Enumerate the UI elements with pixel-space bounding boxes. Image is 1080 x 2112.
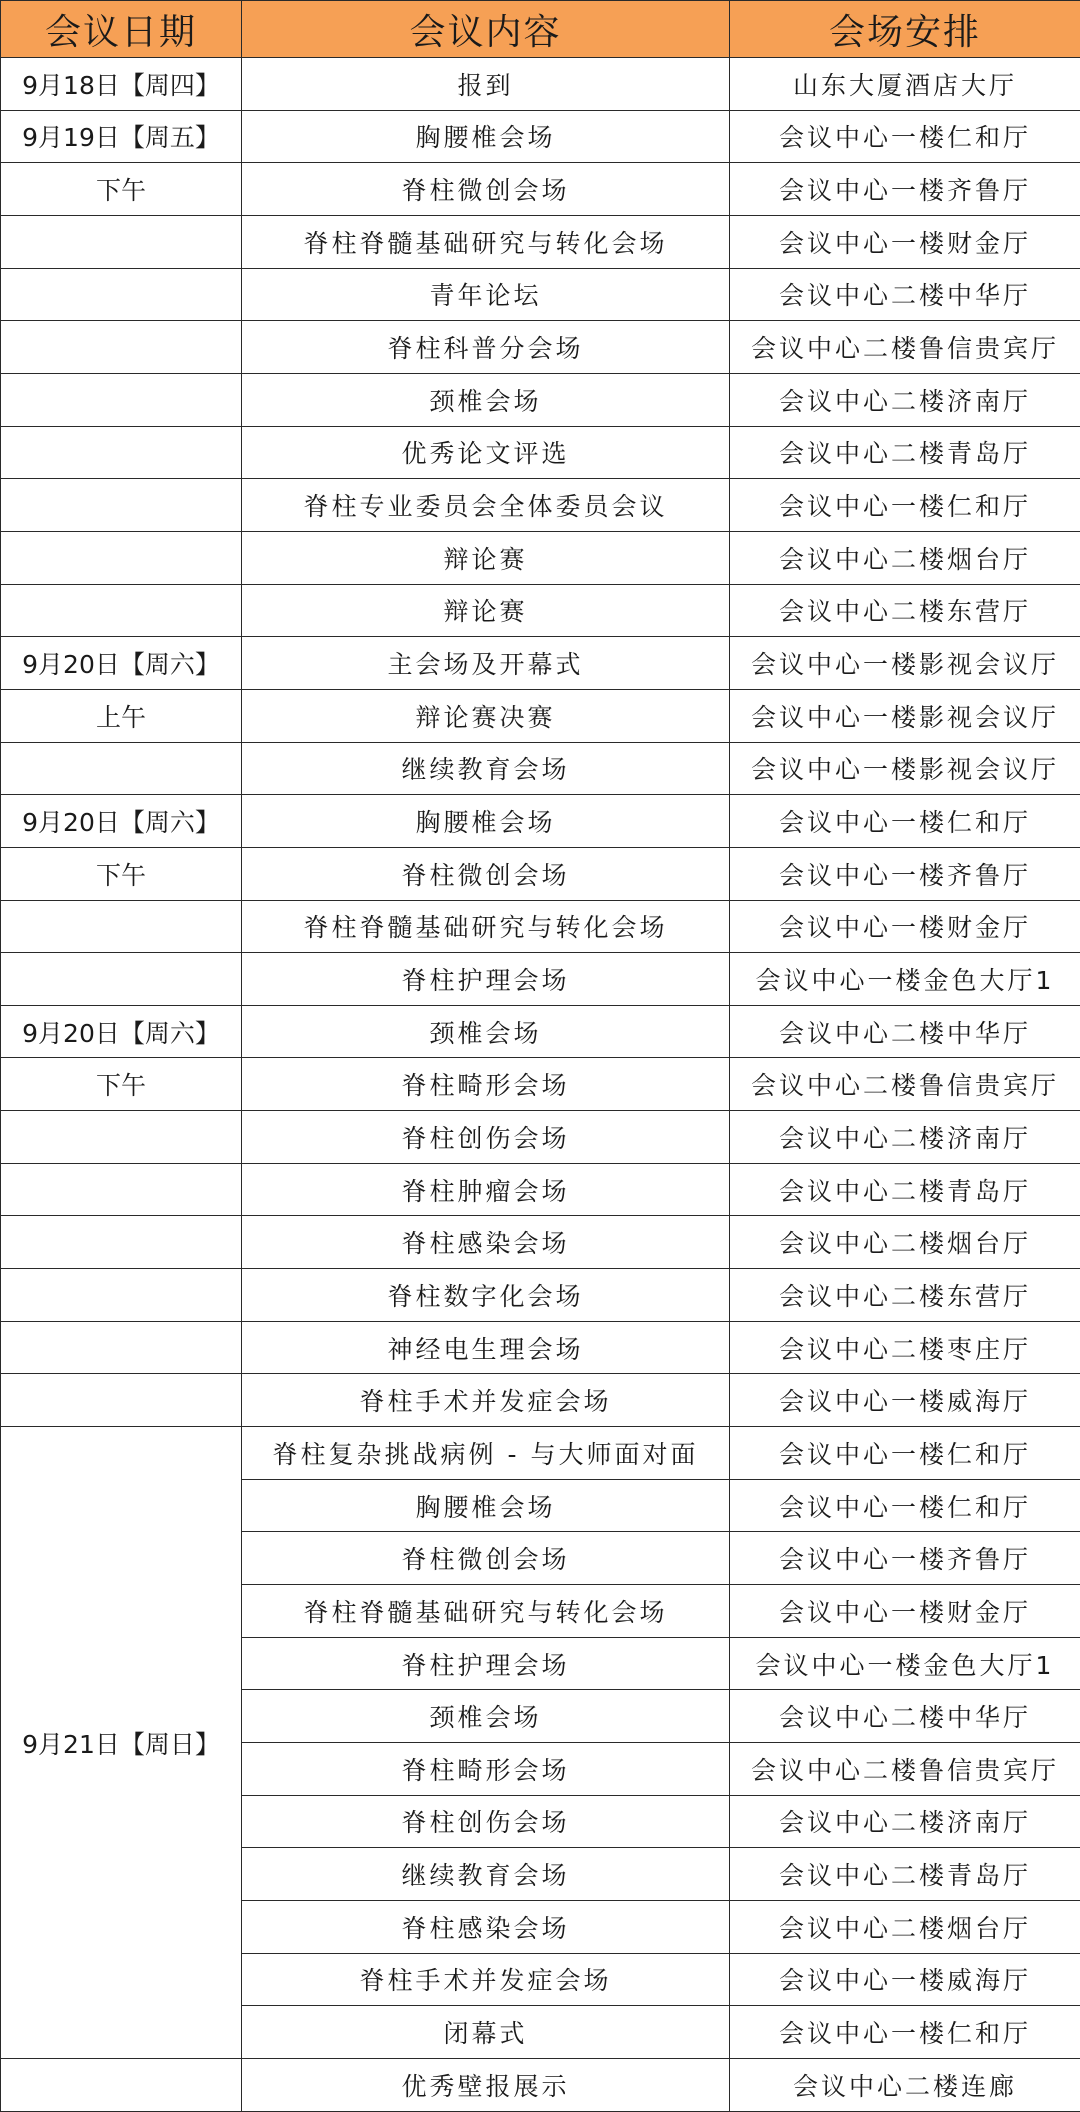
venue-cell: 会议中心二楼济南厅 — [730, 373, 1080, 426]
table-row — [1, 321, 1080, 374]
date-cell: 9月20日【周六】 — [1, 1005, 242, 1058]
table-row — [1, 531, 1080, 584]
content-cell: 优秀壁报展示 — [242, 2058, 730, 2111]
venue-cell: 会议中心一楼齐鲁厅 — [730, 847, 1080, 900]
venue-cell: 会议中心一楼仁和厅 — [730, 795, 1080, 848]
venue-cell: 会议中心二楼烟台厅 — [730, 1216, 1080, 1269]
content-cell: 颈椎会场 — [242, 1005, 730, 1058]
content-cell: 辩论赛 — [242, 531, 730, 584]
venue-cell: 会议中心二楼青岛厅 — [730, 426, 1080, 479]
venue-cell: 会议中心一楼仁和厅 — [730, 479, 1080, 532]
content-cell: 报到 — [242, 58, 730, 111]
date-cell: 9月20日【周六】 — [1, 637, 242, 690]
date-cell — [1, 900, 242, 953]
content-cell: 脊柱复杂挑战病例 - 与大师面对面 — [242, 1427, 730, 1480]
date-cell: 上午 — [1, 689, 242, 742]
table-row — [1, 584, 1080, 637]
content-cell: 胸腰椎会场 — [242, 110, 730, 163]
table-row — [1, 1269, 1080, 1322]
content-cell: 脊柱创伤会场 — [242, 1795, 730, 1848]
venue-cell: 会议中心二楼青岛厅 — [730, 1848, 1080, 1901]
content-cell: 脊柱护理会场 — [242, 953, 730, 1006]
venue-cell: 会议中心一楼威海厅 — [730, 1374, 1080, 1427]
content-cell: 脊柱专业委员会全体委员会议 — [242, 479, 730, 532]
venue-cell: 会议中心二楼中华厅 — [730, 1005, 1080, 1058]
table-row — [1, 1374, 1080, 1427]
table-row — [1, 268, 1080, 321]
date-cell — [1, 426, 242, 479]
table-row — [1, 373, 1080, 426]
venue-cell: 会议中心二楼连廊 — [730, 2058, 1080, 2111]
content-cell: 脊柱畸形会场 — [242, 1743, 730, 1796]
date-cell — [1, 479, 242, 532]
table-row — [1, 847, 1080, 900]
venue-cell: 会议中心一楼金色大厅1 — [730, 1637, 1080, 1690]
date-cell — [1, 373, 242, 426]
date-cell — [1, 742, 242, 795]
header-date: 会议日期 — [1, 1, 242, 58]
venue-cell: 会议中心二楼鲁信贵宾厅 — [730, 1058, 1080, 1111]
venue-cell: 会议中心二楼鲁信贵宾厅 — [730, 321, 1080, 374]
venue-cell: 会议中心一楼金色大厅1 — [730, 953, 1080, 1006]
table-row — [1, 795, 1080, 848]
date-cell — [1, 2058, 242, 2111]
table-row — [1, 479, 1080, 532]
content-cell: 神经电生理会场 — [242, 1321, 730, 1374]
table-row — [1, 1163, 1080, 1216]
venue-cell: 会议中心一楼财金厅 — [730, 900, 1080, 953]
date-cell: 下午 — [1, 1058, 242, 1111]
date-cell — [1, 215, 242, 268]
table-row — [1, 163, 1080, 216]
table-row — [1, 2058, 1080, 2111]
venue-cell: 会议中心二楼青岛厅 — [730, 1163, 1080, 1216]
content-cell: 脊柱肿瘤会场 — [242, 1163, 730, 1216]
venue-cell: 会议中心二楼枣庄厅 — [730, 1321, 1080, 1374]
date-cell — [1, 1216, 242, 1269]
header-row — [1, 1, 1080, 58]
date-cell: 9月20日【周六】 — [1, 795, 242, 848]
content-cell: 脊柱感染会场 — [242, 1216, 730, 1269]
venue-cell: 会议中心二楼鲁信贵宾厅 — [730, 1743, 1080, 1796]
venue-cell: 会议中心二楼烟台厅 — [730, 1900, 1080, 1953]
table-row — [1, 689, 1080, 742]
content-cell: 主会场及开幕式 — [242, 637, 730, 690]
venue-cell: 会议中心一楼仁和厅 — [730, 1479, 1080, 1532]
venue-cell: 会议中心二楼东营厅 — [730, 1269, 1080, 1322]
table-row — [1, 1427, 1080, 1480]
date-cell: 下午 — [1, 163, 242, 216]
content-cell: 闭幕式 — [242, 2006, 730, 2059]
content-cell: 继续教育会场 — [242, 1848, 730, 1901]
venue-cell: 会议中心一楼影视会议厅 — [730, 689, 1080, 742]
venue-cell: 会议中心二楼济南厅 — [730, 1795, 1080, 1848]
content-cell: 脊柱护理会场 — [242, 1637, 730, 1690]
venue-cell: 会议中心一楼仁和厅 — [730, 1427, 1080, 1480]
content-cell: 脊柱手术并发症会场 — [242, 1374, 730, 1427]
date-cell — [1, 1374, 242, 1427]
venue-cell: 会议中心二楼中华厅 — [730, 268, 1080, 321]
content-cell: 脊柱脊髓基础研究与转化会场 — [242, 215, 730, 268]
date-cell — [1, 1269, 242, 1322]
date-cell: 9月18日【周四】 — [1, 58, 242, 111]
venue-cell: 会议中心一楼仁和厅 — [730, 110, 1080, 163]
date-cell — [1, 1321, 242, 1374]
content-cell: 颈椎会场 — [242, 373, 730, 426]
table-row — [1, 1005, 1080, 1058]
content-cell: 继续教育会场 — [242, 742, 730, 795]
content-cell: 脊柱手术并发症会场 — [242, 1953, 730, 2006]
table-row — [1, 215, 1080, 268]
content-cell: 脊柱微创会场 — [242, 847, 730, 900]
date-cell — [1, 953, 242, 1006]
content-cell: 脊柱畸形会场 — [242, 1058, 730, 1111]
date-cell — [1, 321, 242, 374]
date-cell: 9月21日【周日】 — [1, 1427, 242, 2059]
table-row — [1, 426, 1080, 479]
date-cell — [1, 1163, 242, 1216]
table-row — [1, 1321, 1080, 1374]
date-cell — [1, 268, 242, 321]
content-cell: 脊柱微创会场 — [242, 1532, 730, 1585]
content-cell: 青年论坛 — [242, 268, 730, 321]
venue-cell: 会议中心二楼东营厅 — [730, 584, 1080, 637]
table-row — [1, 1058, 1080, 1111]
table-row — [1, 900, 1080, 953]
venue-cell: 会议中心一楼仁和厅 — [730, 2006, 1080, 2059]
schedule-body — [1, 58, 1080, 2112]
date-cell — [1, 1111, 242, 1164]
content-cell: 颈椎会场 — [242, 1690, 730, 1743]
table-row — [1, 58, 1080, 111]
content-cell: 脊柱数字化会场 — [242, 1269, 730, 1322]
content-cell: 脊柱脊髓基础研究与转化会场 — [242, 1585, 730, 1638]
header-venue: 会场安排 — [730, 1, 1080, 58]
header-content: 会议内容 — [242, 1, 730, 58]
content-cell: 优秀论文评选 — [242, 426, 730, 479]
content-cell: 脊柱创伤会场 — [242, 1111, 730, 1164]
table-row — [1, 1111, 1080, 1164]
venue-cell: 会议中心二楼烟台厅 — [730, 531, 1080, 584]
venue-cell: 山东大厦酒店大厅 — [730, 58, 1080, 111]
venue-cell: 会议中心一楼影视会议厅 — [730, 742, 1080, 795]
content-cell: 脊柱微创会场 — [242, 163, 730, 216]
content-cell: 辩论赛 — [242, 584, 730, 637]
venue-cell: 会议中心一楼威海厅 — [730, 1953, 1080, 2006]
content-cell: 脊柱感染会场 — [242, 1900, 730, 1953]
content-cell: 辩论赛决赛 — [242, 689, 730, 742]
content-cell: 脊柱脊髓基础研究与转化会场 — [242, 900, 730, 953]
table-row — [1, 1216, 1080, 1269]
venue-cell: 会议中心二楼中华厅 — [730, 1690, 1080, 1743]
content-cell: 脊柱科普分会场 — [242, 321, 730, 374]
table-row — [1, 637, 1080, 690]
date-cell — [1, 531, 242, 584]
venue-cell: 会议中心二楼济南厅 — [730, 1111, 1080, 1164]
venue-cell: 会议中心一楼影视会议厅 — [730, 637, 1080, 690]
content-cell: 胸腰椎会场 — [242, 1479, 730, 1532]
date-cell: 9月19日【周五】 — [1, 110, 242, 163]
table-row — [1, 110, 1080, 163]
venue-cell: 会议中心一楼齐鲁厅 — [730, 163, 1080, 216]
table-row — [1, 742, 1080, 795]
venue-cell: 会议中心一楼财金厅 — [730, 1585, 1080, 1638]
date-cell — [1, 584, 242, 637]
venue-cell: 会议中心一楼齐鲁厅 — [730, 1532, 1080, 1585]
table-row — [1, 953, 1080, 1006]
content-cell: 胸腰椎会场 — [242, 795, 730, 848]
venue-cell: 会议中心一楼财金厅 — [730, 215, 1080, 268]
date-cell: 下午 — [1, 847, 242, 900]
